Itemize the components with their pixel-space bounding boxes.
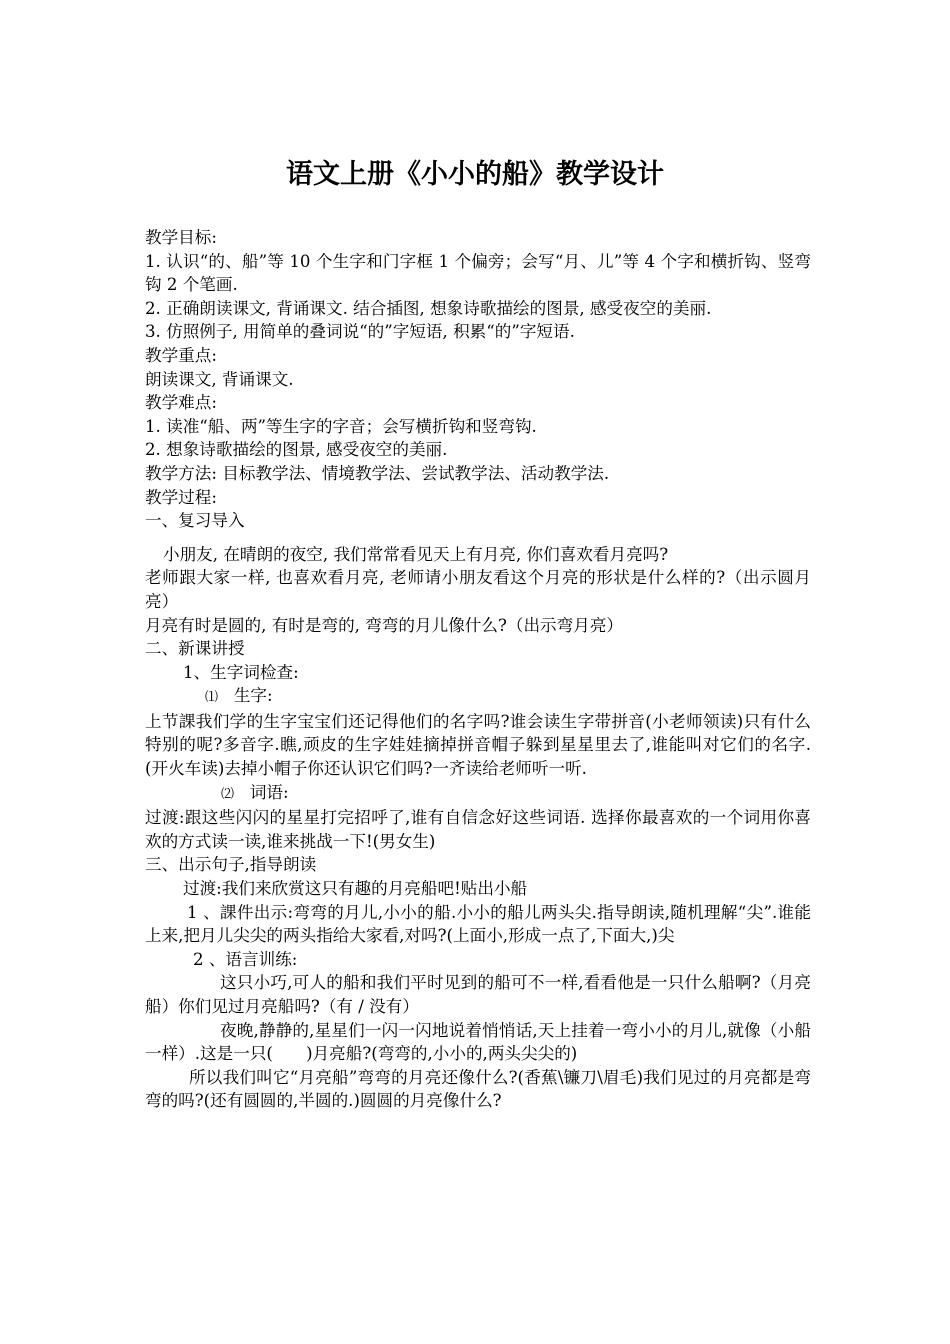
courseware-para: 1 、課件出示:弯弯的月儿,小小的船.小小的船儿两头尖.指导朗读,随机理解“尖”.谁能上来,把月儿尖尖的两头指给大家看,对吗?(上面小,形成一点了,下面大,)尖 (145, 902, 811, 946)
characters-para: 上节課我们学的生字宝宝们还记得他们的名字吗?谁会读生字带拼音(小老师领读)只有什么特别的呢?多音字.瞧,顽皮的生字娃娃摘掉拼音帽子躲到星星里去了,谁能叫对它们的名字.(开火车读)去掉小帽子你还认识它们吗?一齐读给老师听一听. (145, 711, 811, 779)
objective-3: 3. 仿照例子, 用简单的叠词说“的”字短语, 积累“的”字短语. (145, 322, 575, 342)
training-para-3: 所以我们叫它“月亮船”弯弯的月亮还像什么?(香蕉\镰刀\眉毛)我们见过的月亮都是弯弯的吗?(还有圆圆的,半圆的.)圆圆的月亮像什么? (145, 1067, 811, 1111)
training-para-2: 夜晚,静静的,星星们一闪一闪地说着悄悄话,天上挂着一弯小小的月儿,就像（小船一样）.这是一只( )月亮船?(弯弯的,小小的,两头尖尖的) (145, 1020, 811, 1064)
words-para: 过渡:跟这些闪闪的星星打完招呼了,谁有自信念好这些词语. 选择你最喜欢的一个词用你喜欢的方式读一读,谁来挑战一下!(男女生) (145, 808, 811, 851)
section-review: 一、复习导入 (145, 511, 245, 531)
heading-objectives: 教学目标: (145, 228, 217, 247)
document-body (145, 226, 811, 1113)
section-new-lesson: 二、新课讲授 (145, 639, 245, 659)
section-sentences: 三、出示句子,指导朗读 (145, 855, 317, 875)
review-para-1: 小朋友, 在晴朗的夜空, 我们常常看见天上有月亮, 你们喜欢看月亮吗? (163, 544, 669, 564)
item-label: 词语: (249, 782, 289, 802)
key-points-text: 朗读课文, 背诵课文. (145, 369, 294, 389)
language-training: 2 、语言训练: (193, 949, 298, 969)
heading-key-points: 教学重点: (145, 345, 217, 365)
item-label: 生字: (233, 686, 273, 706)
objective-1: 1. 认识“的、船”等 10 个生字和门字框 1 个偏旁；会写“月、儿”等 4 个字和横折钩、竖弯钩 2 个笔画. (145, 251, 811, 295)
training-para-1: 这只小巧,可人的船和我们平时见到的船可不一样,看看他是一只什么船啊?（月亮船）你们见过月亮船吗?（有 / 没有） (145, 973, 811, 1016)
document-title: 语文上册《小小的船》教学设计 (286, 159, 664, 190)
difficulty-2: 2. 想象诗歌描绘的图景, 感受夜空的美丽. (145, 440, 448, 460)
teaching-methods: 教学方法: 目标教学法、情境教学法、尝试教学法、活动教学法. (145, 463, 610, 483)
objective-2: 2. 正确朗读课文, 背诵课文. 结合插图, 想象诗歌描绘的图景, 感受夜空的美丽. (145, 298, 712, 318)
review-para-3: 月亮有时是圆的, 有时是弯的, 弯弯的月儿像什么?（出示弯月亮） (145, 615, 624, 635)
review-para-2: 老师跟大家一样, 也喜欢看月亮, 老师请小朋友看这个月亮的形状是什么样的?（出示圆月亮） (145, 568, 811, 611)
subsection-vocab-check: 1、生字词检查: (183, 662, 299, 682)
transition-boat: 过渡:我们来欣赏这只有趣的月亮船吧!贴出小船 (183, 879, 528, 899)
difficulty-1: 1. 读准“船、两”等生字的字音；会写横折钩和竖弯钩. (145, 416, 537, 436)
item-number: ⑴ (205, 690, 219, 706)
item-number: ⑵ (221, 786, 235, 802)
heading-process: 教学过程: (145, 487, 217, 507)
item-words (145, 781, 811, 807)
item-characters (145, 684, 811, 710)
heading-difficulties: 教学难点: (145, 393, 217, 413)
